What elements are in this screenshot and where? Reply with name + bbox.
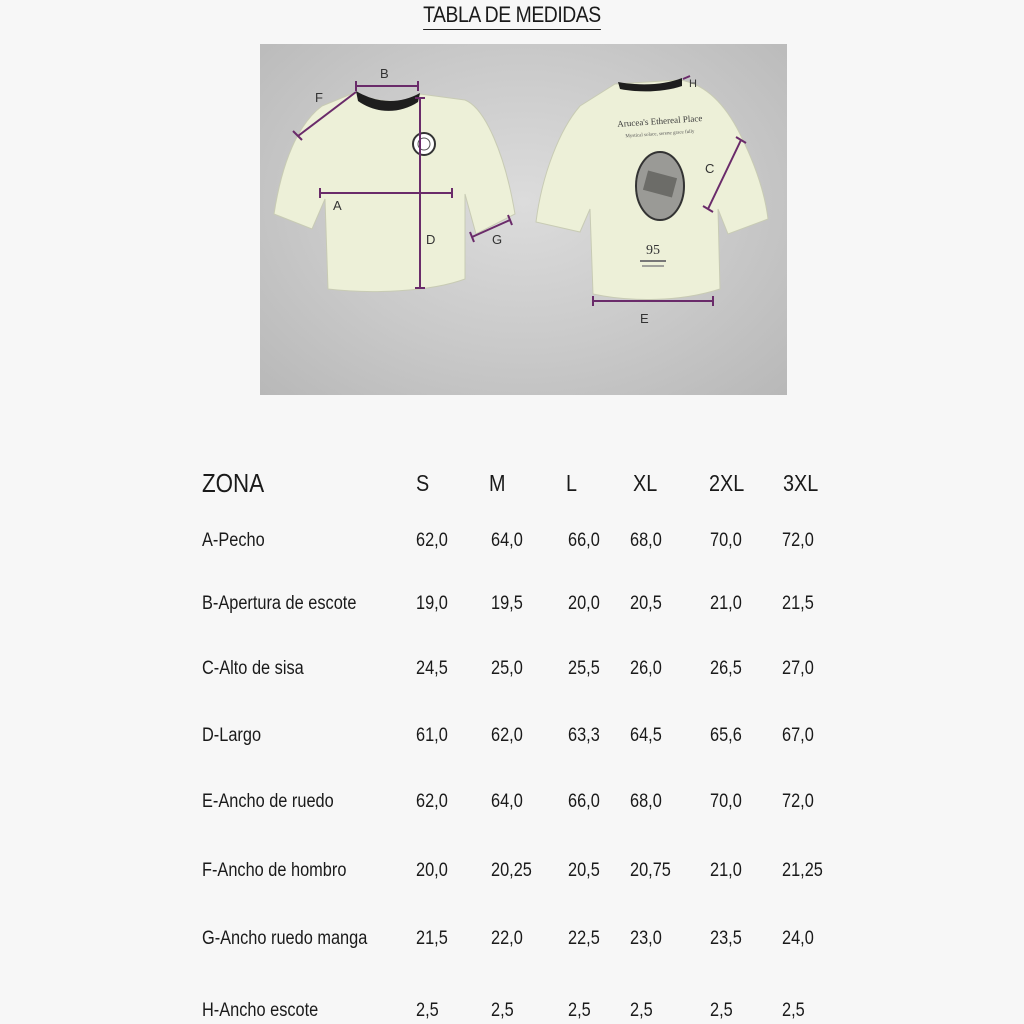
row-value: 2,5 <box>491 1000 514 1021</box>
row-value: 72,0 <box>782 791 814 812</box>
row-value: 70,0 <box>710 530 742 551</box>
row-value: 26,0 <box>630 658 662 679</box>
row-value: 20,0 <box>568 593 600 614</box>
back-number: 95 <box>646 243 660 258</box>
row-value: 70,0 <box>710 791 742 812</box>
row-value: 62,0 <box>416 791 448 812</box>
row-value: 21,5 <box>416 928 448 949</box>
row-zone: G-Ancho ruedo manga <box>202 928 368 949</box>
row-value: 64,0 <box>491 530 523 551</box>
row-value: 2,5 <box>710 1000 733 1021</box>
row-value: 27,0 <box>782 658 814 679</box>
row-value: 2,5 <box>416 1000 439 1021</box>
row-value: 68,0 <box>630 530 662 551</box>
row-value: 22,0 <box>491 928 523 949</box>
row-zone: F-Ancho de hombro <box>202 860 347 881</box>
row-zone: A-Pecho <box>202 530 265 551</box>
row-value: 66,0 <box>568 791 600 812</box>
row-value: 61,0 <box>416 725 448 746</box>
row-value: 21,0 <box>710 860 742 881</box>
label-f: F <box>315 90 323 105</box>
label-h: H <box>689 78 697 90</box>
label-b: B <box>380 66 389 81</box>
row-value: 23,0 <box>630 928 662 949</box>
row-value: 62,0 <box>491 725 523 746</box>
row-zone: B-Apertura de escote <box>202 593 357 614</box>
row-value: 23,5 <box>710 928 742 949</box>
size-header: S <box>416 470 430 496</box>
row-value: 21,5 <box>782 593 814 614</box>
row-value: 2,5 <box>568 1000 591 1021</box>
page-title: TABLA DE MEDIDAS <box>0 2 1024 30</box>
label-g: G <box>492 232 503 247</box>
brand-line: Arucea's Ethereal Place <box>617 113 703 129</box>
row-value: 22,5 <box>568 928 600 949</box>
size-header: 3XL <box>783 470 819 496</box>
row-value: 20,25 <box>491 860 532 881</box>
row-value: 26,5 <box>710 658 742 679</box>
size-header: L <box>566 470 578 496</box>
row-value: 21,0 <box>710 593 742 614</box>
row-value: 64,0 <box>491 791 523 812</box>
row-value: 62,0 <box>416 530 448 551</box>
zone-header: ZONA <box>202 468 265 498</box>
row-value: 19,5 <box>491 593 523 614</box>
row-value: 2,5 <box>782 1000 805 1021</box>
row-value: 24,0 <box>782 928 814 949</box>
row-value: 64,5 <box>630 725 662 746</box>
label-e: E <box>640 311 649 326</box>
row-value: 20,5 <box>568 860 600 881</box>
row-value: 19,0 <box>416 593 448 614</box>
row-value: 25,5 <box>568 658 600 679</box>
row-value: 72,0 <box>782 530 814 551</box>
row-value: 65,6 <box>710 725 742 746</box>
row-value: 20,0 <box>416 860 448 881</box>
row-zone: C-Alto de sisa <box>202 658 304 679</box>
label-d: D <box>426 232 436 247</box>
size-header: M <box>489 470 506 496</box>
size-header: XL <box>633 470 658 496</box>
row-value: 24,5 <box>416 658 448 679</box>
row-zone: E-Ancho de ruedo <box>202 791 334 812</box>
row-value: 68,0 <box>630 791 662 812</box>
row-zone: D-Largo <box>202 725 262 746</box>
brand-sub: Mystical solace, serene grace fully <box>625 129 695 140</box>
row-value: 2,5 <box>630 1000 653 1021</box>
row-value: 67,0 <box>782 725 814 746</box>
label-a: A <box>333 198 342 213</box>
row-value: 66,0 <box>568 530 600 551</box>
row-value: 21,25 <box>782 860 823 881</box>
size-header: 2XL <box>709 470 745 496</box>
row-value: 20,5 <box>630 593 662 614</box>
row-value: 20,75 <box>630 860 671 881</box>
row-zone: H-Ancho escote <box>202 1000 319 1021</box>
row-value: 25,0 <box>491 658 523 679</box>
label-c: C <box>705 161 715 176</box>
row-value: 63,3 <box>568 725 600 746</box>
